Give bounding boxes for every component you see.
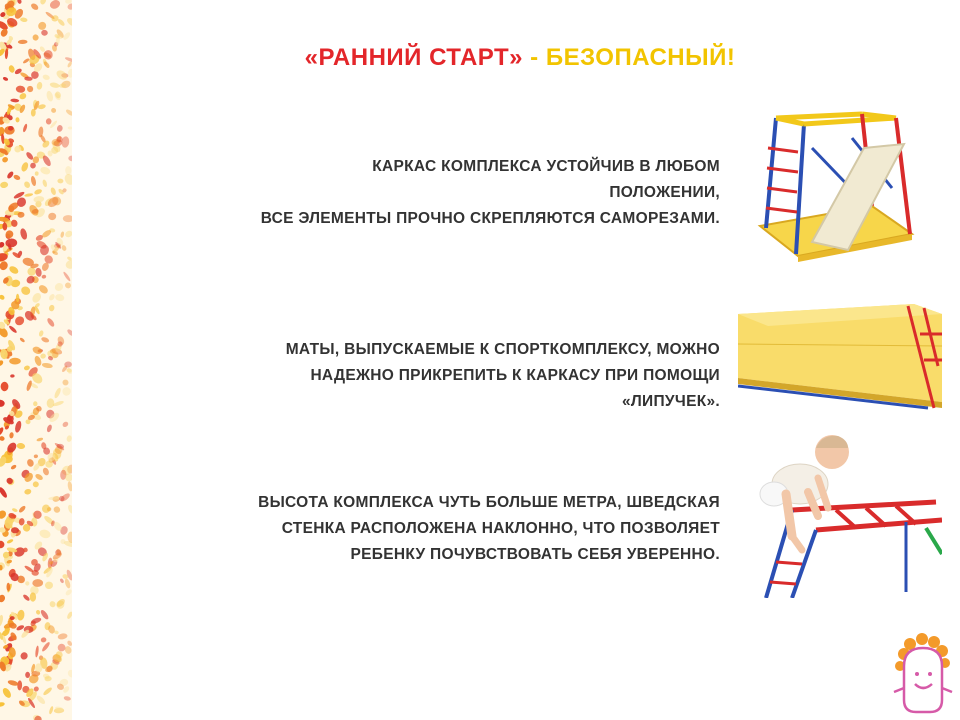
title-brand: «РАННИЙ СТАРТ» — [304, 44, 523, 71]
text-line: СТЕНКА РАСПОЛОЖЕНА НАКЛОННО, ЧТО ПОЗВОЛЯЕТ — [281, 520, 720, 537]
child-climbing-image — [756, 432, 942, 598]
paragraph-stability — [180, 154, 720, 232]
text-line: ВЫСОТА КОМПЛЕКСА ЧУТЬ БОЛЬШЕ МЕТРА, ШВЕДСКАЯ — [258, 494, 720, 511]
text-line: ПОЛОЖЕНИИ, — [609, 184, 720, 201]
text-line: КАРКАС КОМПЛЕКСА УСТОЙЧИВ В ЛЮБОМ — [372, 158, 720, 175]
mats-image — [738, 304, 942, 414]
climbing-frame-image — [752, 108, 918, 262]
text-line: МАТЫ, ВЫПУСКАЕМЫЕ К СПОРТКОМПЛЕКСУ, МОЖНО — [285, 341, 720, 358]
text-line: РЕБЕНКУ ПОЧУВСТВОВАТЬ СЕБЯ УВЕРЕННО. — [350, 546, 720, 563]
slide-title — [240, 44, 800, 72]
brand-logo-icon — [890, 632, 956, 718]
text-line: «ЛИПУЧЕК». — [621, 393, 720, 410]
paragraph-height — [180, 490, 720, 568]
decorative-border — [0, 0, 72, 720]
title-safe: - БЕЗОПАСНЫЙ! — [522, 44, 736, 71]
text-line: НАДЕЖНО ПРИКРЕПИТЬ К КАРКАСУ ПРИ ПОМОЩИ — [310, 367, 720, 384]
paragraph-mats — [180, 337, 720, 415]
confetti-pattern — [0, 0, 72, 720]
text-line: ВСЕ ЭЛЕМЕНТЫ ПРОЧНО СКРЕПЛЯЮТСЯ САМОРЕЗАМИ. — [260, 210, 720, 227]
